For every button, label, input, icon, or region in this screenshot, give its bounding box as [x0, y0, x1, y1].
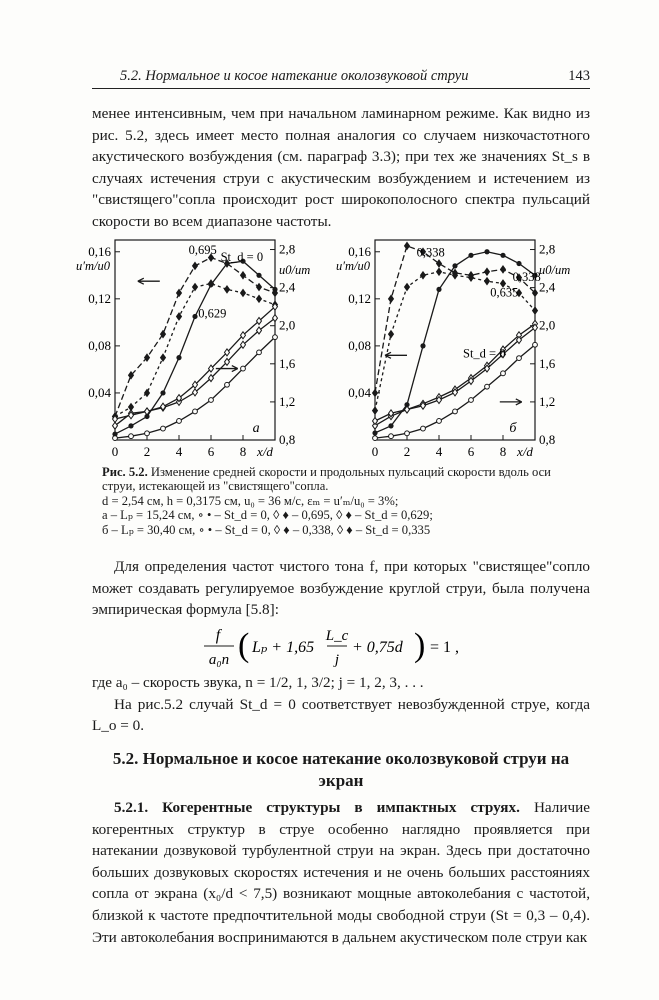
data-point — [257, 284, 262, 291]
annotation-label: 0,338 — [416, 245, 445, 260]
data-point — [453, 409, 458, 414]
page-number: 143 — [568, 68, 590, 84]
data-point — [437, 419, 442, 424]
eq-body: Lₚ + 1,65 — [252, 639, 315, 656]
arrow-left-icon — [385, 352, 407, 358]
data-point — [209, 398, 214, 403]
data-point — [160, 390, 165, 395]
eq-frac2-den: j — [334, 652, 340, 668]
data-point — [241, 289, 246, 296]
data-point — [436, 287, 441, 292]
data-point — [484, 249, 489, 254]
data-point — [241, 272, 246, 279]
x-tick-label: 8 — [499, 444, 507, 459]
annotation-label: 0,629 — [198, 306, 227, 321]
caption-text: Изменение средней скорости и продольных пульсаций скорости вдоль оси струи, истекающей из "свистящего"сопла. — [102, 465, 551, 494]
annotation-label: 0,338 — [512, 270, 541, 285]
data-point — [421, 426, 426, 431]
chart-panel-a — [70, 225, 330, 465]
data-point — [501, 371, 506, 376]
figure-caption — [102, 465, 570, 537]
data-point — [273, 315, 278, 322]
data-point — [389, 295, 394, 302]
y-left-axis-label: u′m/u0 — [76, 259, 110, 273]
data-point — [193, 284, 198, 291]
data-point — [533, 307, 538, 314]
y-right-axis-label: u0/um — [539, 263, 571, 277]
data-point — [500, 253, 505, 258]
y-right-tick-label: 2,4 — [539, 279, 556, 295]
data-point — [485, 384, 490, 389]
x-tick-label: 2 — [143, 444, 151, 459]
data-point — [452, 263, 457, 268]
data-point — [192, 314, 197, 319]
eq-denominator: a₀n — [208, 652, 230, 668]
x-tick-label: 6 — [467, 444, 475, 459]
data-point — [501, 266, 506, 273]
data-point — [177, 419, 182, 424]
data-point — [161, 354, 166, 361]
y-right-tick-label: 1,2 — [539, 393, 556, 409]
paragraph-3-line-2: На рис.5.2 случай St_d = 0 соответствует невозбужденной струе, когда L_o = 0. — [92, 695, 590, 735]
data-point — [373, 417, 378, 424]
data-point — [128, 423, 133, 428]
x-tick-label: 4 — [435, 444, 443, 459]
data-point — [113, 436, 118, 441]
y-right-tick-label: 2,0 — [539, 317, 556, 333]
y-right-tick-label: 0,8 — [279, 432, 296, 447]
equation — [200, 622, 500, 670]
data-point — [257, 295, 262, 302]
data-point — [161, 426, 166, 431]
y-right-tick-label: 2,4 — [279, 279, 296, 295]
paragraph-2: Для определения частот чистого тона f, при которых "свистящее"сопло может создавать регулируемое возбуждение круглой струи, была получена эмпирическая формула [5.8]: — [92, 558, 590, 619]
section-title: 5.2. Нормальное и косое натекание околозвуковой струи на экран — [112, 749, 570, 790]
data-point — [257, 350, 262, 355]
data-point — [437, 260, 442, 267]
data-point — [405, 431, 410, 436]
data-point — [405, 284, 410, 291]
data-point — [193, 389, 198, 396]
paragraph-3-line-1: где a₀ – скорость звука, n = 1/2, 1, 3/2; j = 1, 2, 3, . . . — [92, 674, 424, 691]
caption-line-3: a – Lₚ = 15,24 см, ∘ • – St_d = 0, ◊ ♦ – 0,695, ◊ ♦ – St_d = 0,629; — [102, 508, 433, 523]
data-point — [373, 389, 378, 396]
x-tick-label: 0 — [371, 444, 379, 459]
paragraph-4-text: Наличие когерентных структур в струе особенно наглядно проявляется при натекании дозвуковой турбулентной струи на экран. Здесь при достаточно больших дозвуковых скоростях истечения и не очень больших расстояниях сопла от экрана (x₀/d < 7,5) возникают мощные автоколебания с частотой, близкой к частоте предпочтительной моды свободной струи (St = 0,3 – 0,4). Эти автоколебания воспринимаются в дальнем акустическом поле струи как — [92, 799, 590, 946]
caption-line-4: б – Lₚ = 30,40 см, ∘ • – St_d = 0, ◊ ♦ – 0,338, ◊ ♦ – St_d = 0,335 — [102, 522, 431, 537]
data-point — [176, 355, 181, 360]
eq-numerator: f — [215, 627, 221, 644]
chart-panel-b — [330, 225, 590, 465]
y-left-tick-label: 0,16 — [88, 243, 111, 259]
data-point — [241, 366, 246, 371]
x-tick-label: 2 — [403, 444, 411, 459]
arrow-right-icon — [500, 399, 522, 405]
y-left-tick-label: 0,08 — [88, 337, 111, 353]
running-title: 5.2. Нормальное и косое натекание околозвуковой струи — [120, 68, 469, 84]
data-point — [193, 262, 198, 269]
data-point — [389, 331, 394, 338]
svg-text:): ) — [414, 627, 426, 664]
x-tick-label: 8 — [239, 444, 247, 459]
x-tick-label: 6 — [207, 444, 215, 459]
y-right-tick-label: 1,2 — [279, 393, 296, 409]
data-point — [420, 343, 425, 348]
data-point — [405, 242, 410, 249]
eq-rhs: = 1 , — [430, 639, 460, 656]
annotation-label: St_d = 0 — [463, 346, 506, 361]
y-left-tick-label: 0,16 — [348, 243, 371, 259]
eq-tail: + 0,75d — [352, 639, 403, 656]
data-point — [372, 430, 377, 435]
y-right-axis-label: u0/um — [279, 263, 311, 277]
panel-letter: а — [252, 421, 260, 436]
panel-letter: б — [509, 421, 517, 436]
data-point — [177, 289, 182, 296]
y-left-tick-label: 0,04 — [348, 384, 371, 400]
series-line — [115, 307, 275, 419]
data-point — [485, 268, 490, 275]
figure-5-2 — [70, 225, 590, 470]
data-point — [225, 286, 230, 293]
caption-label: Рис. 5.2. — [102, 465, 148, 479]
y-left-axis-label: u′m/u0 — [336, 259, 370, 273]
data-point — [273, 335, 278, 340]
data-point — [225, 382, 230, 387]
data-point — [373, 407, 378, 414]
annotation-label: St_d = 0 — [220, 250, 264, 265]
data-point — [193, 409, 198, 414]
arrow-left-icon — [138, 278, 160, 284]
paragraph-1: менее интенсивным, чем при начальном ламинарном режиме. Как видно из рис. 5.2, здесь имеет место полная аналогия со случаем низкочастотного акустического возбуждения (см. параграф 3.3); при тех же значениях St_s в случаях истечения струи с акустическим возбуждением и истечением из "свистящего"сопла происходит рост широкополосного спектра пульсаций скорости во всем диапазоне частоты. — [92, 105, 590, 230]
y-right-tick-label: 2,8 — [279, 241, 296, 257]
x-axis-label: x/d — [257, 444, 273, 459]
y-right-tick-label: 0,8 — [539, 432, 556, 447]
y-left-tick-label: 0,12 — [88, 290, 111, 306]
caption-line-2: d = 2,54 см, h = 0,3175 см, u₀ = 36 м/с, εₘ = u′ₘ/u₀ = 3%; — [102, 493, 399, 508]
eq-frac2-num: L_c — [325, 628, 349, 644]
y-left-tick-label: 0,12 — [348, 290, 371, 306]
y-right-tick-label: 1,6 — [539, 355, 556, 371]
data-point — [469, 398, 474, 403]
data-point — [421, 272, 426, 279]
paragraph-3 — [92, 672, 590, 737]
data-point — [388, 423, 393, 428]
page-header — [92, 66, 590, 89]
data-point — [129, 434, 134, 439]
data-point — [256, 273, 261, 278]
data-point — [516, 261, 521, 266]
paragraph-4 — [92, 797, 590, 948]
annotation-label: 0,695 — [188, 243, 217, 258]
y-left-tick-label: 0,04 — [88, 384, 111, 400]
data-point — [533, 342, 538, 347]
x-tick-label: 4 — [175, 444, 183, 459]
y-left-tick-label: 0,08 — [348, 337, 371, 353]
x-axis-label: x/d — [517, 444, 533, 459]
data-point — [373, 436, 378, 441]
subsection-label: 5.2.1. Когерентные структуры в импактных струях. — [114, 799, 520, 816]
y-right-tick-label: 2,8 — [539, 241, 556, 257]
x-tick-label: 0 — [111, 444, 119, 459]
y-right-tick-label: 2,0 — [279, 317, 296, 333]
data-point — [437, 268, 442, 275]
svg-text:(: ( — [238, 627, 250, 664]
data-point — [145, 431, 150, 436]
data-point — [389, 434, 394, 439]
y-right-tick-label: 1,6 — [279, 355, 296, 371]
data-point — [517, 356, 522, 361]
data-point — [177, 313, 182, 320]
data-point — [468, 253, 473, 258]
annotation-label: 0,635 — [490, 285, 519, 300]
data-point — [485, 278, 490, 285]
